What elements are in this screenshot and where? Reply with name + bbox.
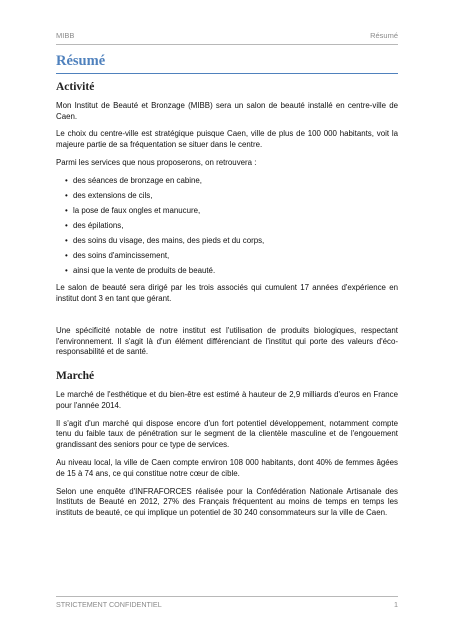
paragraph: Une spécificité notable de notre institut est l'utilisation de produits biologiques, respectant l'environnement. Il s'agit là d'un élément différenciant de l'institut qui porte des valeurs d'éco-responsabilité et de santé. [56,325,398,357]
list-item: • des extensions de cils, [65,190,153,200]
paragraph: Le choix du centre-ville est stratégique puisque Caen, ville de plus de 100 000 habitants, voit la majeure partie de sa fréquentation se situer dans le centre. [56,129,398,150]
list-item: • des soins du visage, des mains, des pieds et du corps, [65,236,265,246]
header-company: MIBB [56,31,75,40]
list-item: • des soins d'amincissement, [65,251,170,261]
paragraph: Le marché de l'esthétique et du bien-être est estimé à hauteur de 2,9 milliards d'euros en France pour l'année 2014. [56,389,398,410]
bullet-icon: • [65,190,68,200]
bullet-icon: • [65,221,68,231]
page-footer [56,596,398,609]
spacer [56,312,398,326]
heading-marche: Marché [56,370,95,383]
services-list [56,176,398,277]
list-item: • des épilations, [65,221,124,231]
paragraph: Il s'agit d'un marché qui dispose encore d'un fort potentiel développement, notamment compte tenu du faible taux de pénétration sur le segment de la clientèle masculine et de l'engouement grandissant des seniors pour ce type de services. [56,418,398,450]
heading-activite: Activité [56,81,95,93]
paragraph: Au niveau local, la ville de Caen compte environ 108 000 habitants, dont 40% de femmes âgées de 15 à 74 ans, ce qui constitue notre cœur de cible. [56,457,398,478]
bullet-icon: • [65,175,68,185]
bullet-icon: • [65,251,68,261]
page-number: 1 [394,600,398,609]
list-item: • des séances de bronzage en cabine, [65,175,202,185]
list-item: • la pose de faux ongles et manucure, [65,205,201,215]
bullet-icon: • [65,266,68,276]
paragraph: Parmi les services que nous proposerons, on retrouvera : [56,157,257,167]
bullet-icon: • [65,205,68,215]
page-title: Résumé [56,53,398,74]
paragraph: Le salon de beauté sera dirigé par les trois associés qui cumulent 17 années d'expérience en institut dont 3 en tant que gérant. [56,283,398,303]
page-header [56,30,398,45]
bullet-icon: • [65,236,68,246]
document-body [56,82,398,526]
paragraph: Mon Institut de Beauté et Bronzage (MIBB) sera un salon de beauté installé en centre-ville de Caen. [56,100,398,121]
list-item: • ainsi que la vente de produits de beauté. [65,266,216,276]
header-section: Résumé [370,31,398,40]
footer-confidential: STRICTEMENT CONFIDENTIEL [56,600,162,609]
paragraph: Selon une enquête d'INFRAFORCES réalisée pour la Confédération Nationale Artisanale des Instituts de Beauté en 2012, 27% des Français fréquentent au moins de temps en temps les instituts de beauté, ce qui implique un potentiel de 30 240 consommateurs sur la ville de Caen. [56,486,398,518]
